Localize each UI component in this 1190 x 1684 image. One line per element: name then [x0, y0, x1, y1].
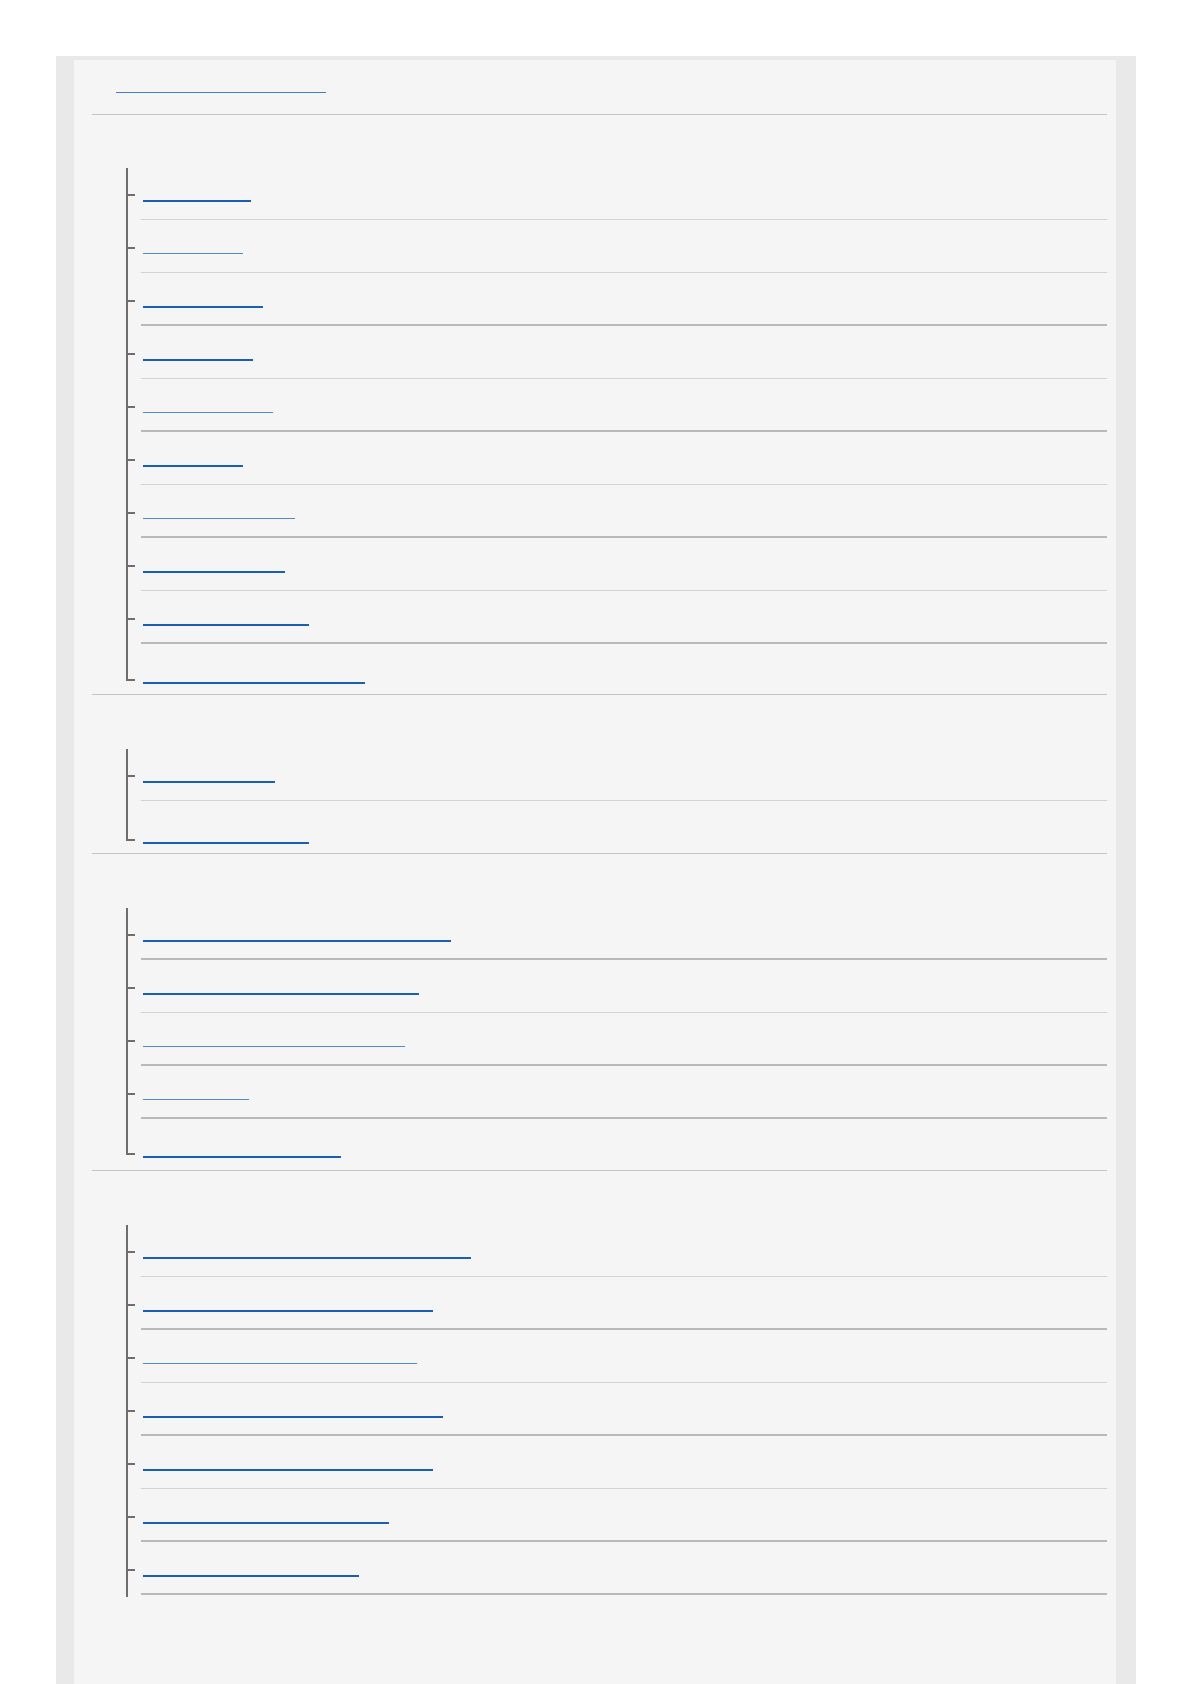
toc-tree — [126, 1225, 1107, 1597]
toc-item — [126, 433, 1107, 485]
tree-branch — [126, 1516, 135, 1518]
tree-branch — [126, 1304, 135, 1306]
toc-link[interactable] — [143, 1504, 389, 1524]
tree-branch — [126, 775, 135, 777]
tree-branch — [126, 353, 135, 355]
divider — [141, 324, 1107, 326]
toc-section-4 — [92, 1172, 1107, 1602]
toc-item — [126, 486, 1107, 538]
divider — [141, 219, 1107, 220]
tree-branch — [126, 512, 135, 514]
tree-branch — [126, 987, 135, 989]
divider — [141, 1488, 1107, 1489]
divider — [141, 484, 1107, 485]
toc-link[interactable] — [143, 394, 273, 413]
divider — [141, 1328, 1107, 1330]
toc-link[interactable] — [143, 341, 253, 361]
toc-section-1 — [92, 115, 1107, 695]
toc-link[interactable] — [143, 1081, 249, 1100]
toc-link[interactable] — [143, 1239, 471, 1259]
toc-section-3 — [92, 855, 1107, 1171]
toc-item — [126, 221, 1107, 273]
divider — [141, 1540, 1107, 1542]
tree-branch — [126, 565, 135, 567]
toc-item — [126, 628, 1107, 680]
breadcrumb — [92, 60, 1107, 115]
toc-link[interactable] — [143, 1292, 433, 1312]
toc-item — [126, 1437, 1107, 1489]
tree-branch — [126, 839, 135, 841]
toc-link[interactable] — [143, 824, 309, 844]
toc-item — [126, 380, 1107, 432]
toc-link[interactable] — [143, 500, 295, 519]
toc-link[interactable] — [143, 1138, 341, 1158]
toc-link[interactable] — [143, 922, 451, 942]
toc-item — [126, 1014, 1107, 1066]
toc-item — [126, 961, 1107, 1013]
breadcrumb-link[interactable] — [116, 70, 326, 93]
toc-item — [126, 1278, 1107, 1330]
toc-link[interactable] — [143, 1028, 405, 1047]
toc-item — [126, 168, 1107, 220]
toc-item — [126, 1225, 1107, 1277]
toc-link[interactable] — [143, 606, 309, 626]
toc-tree — [126, 168, 1107, 680]
toc-item — [126, 1384, 1107, 1436]
divider — [141, 536, 1107, 538]
divider — [141, 430, 1107, 432]
toc-link[interactable] — [143, 1451, 433, 1471]
divider — [141, 1276, 1107, 1277]
tree-branch — [126, 618, 135, 620]
toc-link[interactable] — [143, 664, 365, 684]
toc-tree — [126, 749, 1107, 840]
tree-branch — [126, 1040, 135, 1042]
divider — [141, 590, 1107, 591]
toc-item — [126, 1490, 1107, 1542]
divider — [141, 1593, 1107, 1595]
toc-item — [126, 789, 1107, 841]
tree-branch — [126, 1153, 135, 1155]
toc-item — [126, 908, 1107, 960]
toc-section-2 — [92, 696, 1107, 854]
divider — [141, 1064, 1107, 1066]
toc-link[interactable] — [143, 763, 275, 783]
tree-branch — [126, 1251, 135, 1253]
tree-branch — [126, 1357, 135, 1359]
divider — [141, 1382, 1107, 1383]
toc-item — [126, 1543, 1107, 1595]
toc-link[interactable] — [143, 553, 285, 573]
tree-branch — [126, 406, 135, 408]
tree-branch — [126, 679, 135, 681]
divider — [141, 378, 1107, 379]
tree-branch — [126, 247, 135, 249]
tree-branch — [126, 934, 135, 936]
toc-tree — [126, 908, 1107, 1154]
toc-link[interactable] — [143, 1557, 359, 1577]
toc-item — [126, 1102, 1107, 1154]
tree-branch — [126, 300, 135, 302]
toc-link[interactable] — [143, 1398, 443, 1418]
tree-branch — [126, 1463, 135, 1465]
toc-item — [126, 539, 1107, 591]
toc-link[interactable] — [143, 975, 419, 995]
tree-branch — [126, 194, 135, 196]
toc-item — [126, 327, 1107, 379]
divider — [141, 958, 1107, 960]
divider — [141, 1434, 1107, 1436]
toc-item — [126, 1331, 1107, 1383]
divider — [141, 1012, 1107, 1013]
tree-branch — [126, 1410, 135, 1412]
toc-link[interactable] — [143, 288, 263, 308]
toc-link[interactable] — [143, 447, 243, 467]
tree-branch — [126, 1093, 135, 1095]
tree-branch — [126, 459, 135, 461]
divider — [141, 272, 1107, 273]
tree-branch — [126, 1569, 135, 1571]
toc-link[interactable] — [143, 235, 243, 254]
toc-link[interactable] — [143, 1345, 417, 1364]
toc-link[interactable] — [143, 182, 251, 202]
toc-item — [126, 274, 1107, 326]
